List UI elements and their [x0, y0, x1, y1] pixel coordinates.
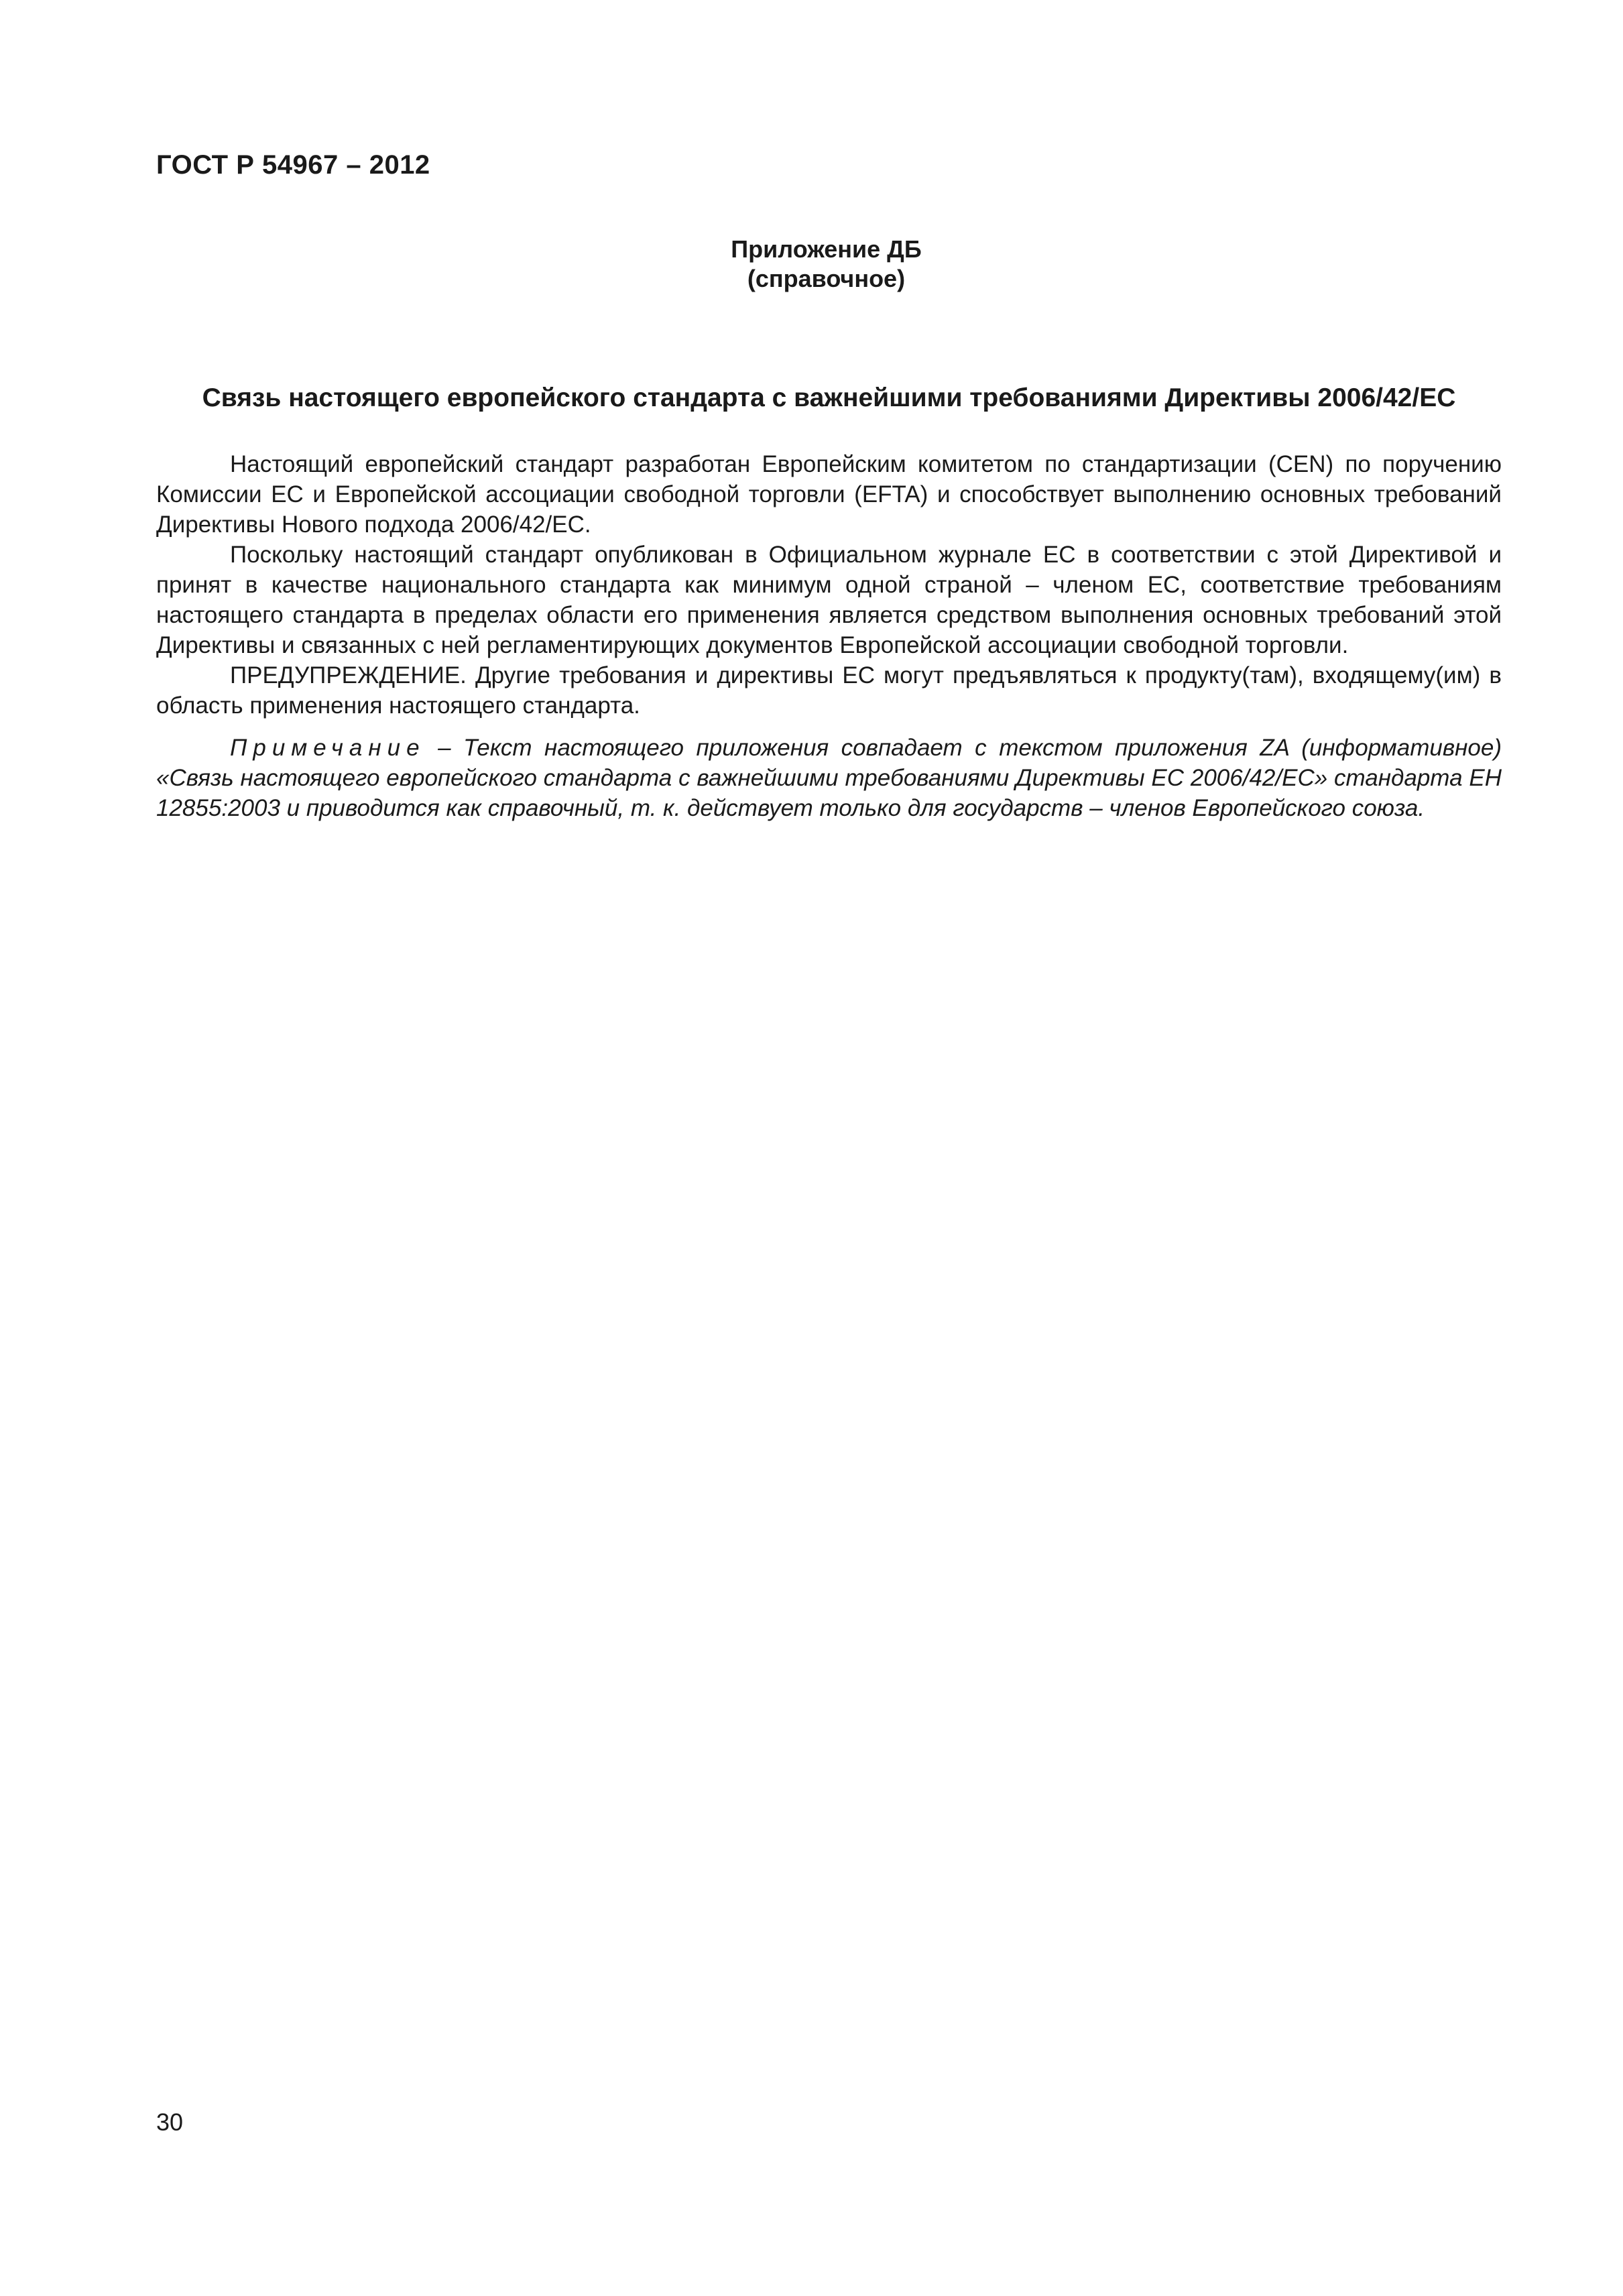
- section-title: Связь настоящего европейского стандарта с важнейшими требованиями Директивы 2006/42/ЕС: [202, 383, 1456, 412]
- note: [156, 733, 1502, 823]
- paragraph: Настоящий европейский стандарт разработан Европейским комитетом по стандартизации (CEN) по поручению Комиссии ЕС и Европейской ассоциации свободной торговли (EFTA) и способствует выполнению основных требований Директивы Нового подхода 2006/42/ЕС.: [156, 451, 1502, 538]
- standard-id-header: ГОСТ Р 54967 – 2012: [156, 150, 430, 180]
- page-number: 30: [156, 2108, 184, 2136]
- annex-status: (справочное): [747, 265, 906, 292]
- paragraph: Поскольку настоящий стандарт опубликован в Официальном журнале ЕС в соответствии с этой Директивой и принят в качестве национального стандарта как минимум одной страной – членом ЕС, соответствие требованиям настоящего стандарта в пределах области его применения является средством выполнения основных требований этой Директивы и связанных с ней регламентирующих документов Европейской ассоциации свободной торговли.: [156, 542, 1502, 658]
- annex-title: Приложение ДБ: [731, 235, 922, 263]
- paragraph: ПРЕДУПРЕЖДЕНИЕ. Другие требования и директивы ЕС могут предъявляться к продукту(там), входящему(им) в область применения настоящего стандарта.: [156, 662, 1502, 719]
- note-label: Примечание: [230, 735, 426, 761]
- annex-heading: [156, 235, 1496, 294]
- body-text: [156, 449, 1502, 721]
- note-text: – Текст настоящего приложения совпадает с текстом приложения ZA (информативное) «Связь настоящего европейского стандарта с важнейшими требованиями Директивы ЕС 2006/42/ЕС» стандарта ЕН 12855:2003 и приводится как справочный, т. к. действует только для государств – членов Европейского союза.: [156, 735, 1502, 821]
